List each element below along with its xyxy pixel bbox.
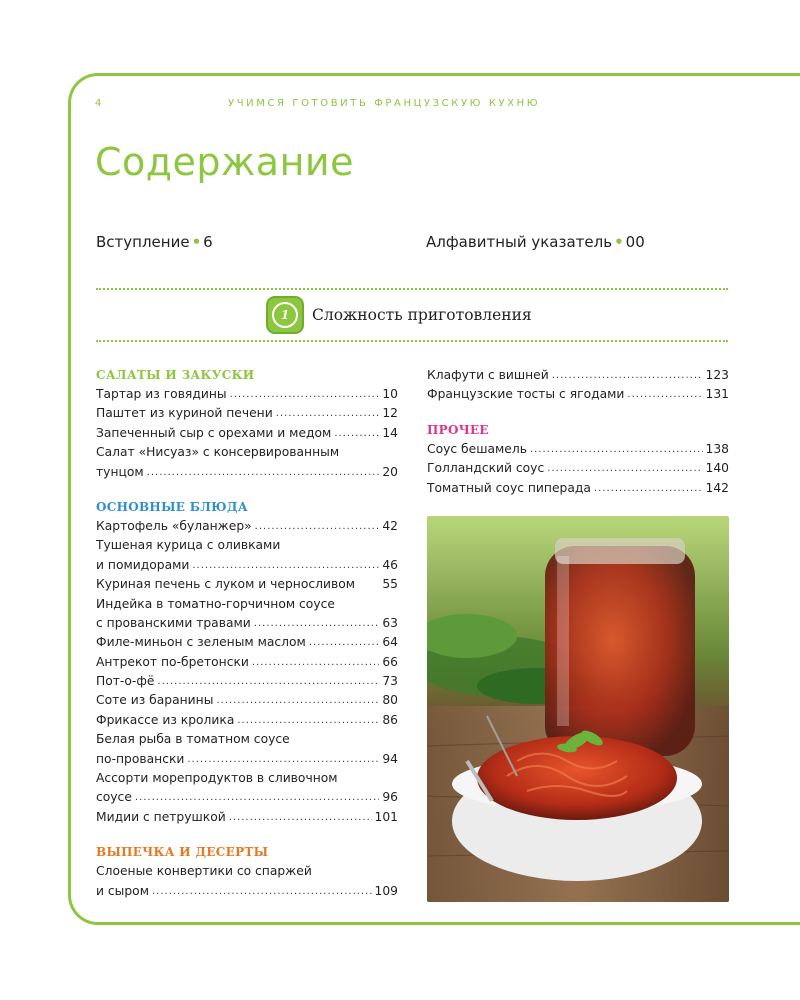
entry-page: 140 xyxy=(705,461,729,476)
toc-entry[interactable] xyxy=(96,556,398,575)
entry-name: Куриная печень с луком и черносливом xyxy=(96,577,356,592)
toc-entry[interactable] xyxy=(96,424,398,443)
bullet-icon: • xyxy=(614,233,624,251)
entry-page: 101 xyxy=(374,809,398,824)
entry-page: 46 xyxy=(382,557,398,572)
entry-name-line1: Ассорти морепродуктов в сливочном xyxy=(96,771,338,786)
toc-entry-intro[interactable] xyxy=(96,233,213,251)
intro-label: Вступление xyxy=(96,233,190,251)
entry-name: Паштет из куриной печени xyxy=(96,406,273,421)
entry-page: 12 xyxy=(382,406,398,421)
entry-page: 14 xyxy=(382,425,398,440)
toc-entry[interactable] xyxy=(427,459,729,478)
entry-page: 123 xyxy=(705,367,729,382)
toc-entry[interactable] xyxy=(427,385,729,404)
difficulty-label: Сложность приготовления xyxy=(312,306,532,324)
entry-name: тунцом xyxy=(96,464,144,479)
section-title-pastry: ВЫПЕЧКА И ДЕСЕРТЫ xyxy=(96,845,269,860)
entry-page: 94 xyxy=(382,751,398,766)
toc-entry[interactable] xyxy=(96,385,398,404)
toc-entry[interactable] xyxy=(96,672,398,691)
entry-name-line1: Салат «Нисуаз» с консервированным xyxy=(96,445,340,460)
toc-entry-index[interactable] xyxy=(426,233,645,251)
toc-entry[interactable] xyxy=(96,788,398,807)
entry-name: Пот-о-фё xyxy=(96,674,155,689)
index-page: 00 xyxy=(625,233,645,251)
difficulty-legend xyxy=(266,296,532,334)
entry-page: 86 xyxy=(382,712,398,727)
entry-page: 55 xyxy=(382,577,398,592)
toc-column-right xyxy=(427,366,729,498)
dotted-divider xyxy=(96,288,728,290)
entry-name: соусе xyxy=(96,790,132,805)
entry-name: Томатный соус пиперада xyxy=(427,480,591,495)
toc-entry[interactable] xyxy=(427,366,729,385)
toc-entry[interactable] xyxy=(96,633,398,652)
entry-page: 63 xyxy=(382,615,398,630)
page-number: 4 xyxy=(95,98,103,109)
entry-page: 109 xyxy=(374,883,398,898)
entry-page: 64 xyxy=(382,635,398,650)
intro-page: 6 xyxy=(203,233,213,251)
entry-page: 42 xyxy=(382,518,398,533)
entry-name: Мидии с петрушкой xyxy=(96,809,226,824)
toc-entry[interactable] xyxy=(96,808,398,827)
entry-name: Клафути с вишней xyxy=(427,367,549,382)
entry-name-line1: Белая рыба в томатном соусе xyxy=(96,732,290,747)
section-title-salads: САЛАТЫ И ЗАКУСКИ xyxy=(96,368,255,382)
entry-name: Фрикассе из кролика xyxy=(96,712,235,727)
section-title-main: ОСНОВНЫЕ БЛЮДА xyxy=(96,499,248,514)
entry-name-line1: Тушеная курица с оливками xyxy=(96,538,281,553)
bullet-icon: • xyxy=(191,233,202,251)
toc-entry[interactable] xyxy=(427,479,729,498)
index-label: Алфавитный указатель xyxy=(426,233,613,251)
entry-name: Соус бешамель xyxy=(427,441,527,456)
entry-page: 10 xyxy=(382,386,398,401)
entry-page: 131 xyxy=(705,387,729,402)
page-title: Содержание xyxy=(95,140,354,184)
toc-entry[interactable] xyxy=(96,463,398,482)
entry-page: 20 xyxy=(382,464,398,479)
entry-name: Антрекот по-бретонски xyxy=(96,654,249,669)
entry-name: Картофель «буланжер» xyxy=(96,518,252,533)
entry-name: с прованскими травами xyxy=(96,615,251,630)
toc-entry[interactable] xyxy=(96,404,398,423)
toc-entry[interactable] xyxy=(96,711,398,730)
entry-page: 80 xyxy=(382,693,398,708)
entry-name: Запеченный сыр с орехами и медом xyxy=(96,425,332,440)
entry-page: 73 xyxy=(382,674,398,689)
toc-entry[interactable] xyxy=(96,750,398,769)
entry-name-line1: Слоеные конвертики со спаржей xyxy=(96,864,312,879)
entry-page: 142 xyxy=(705,480,729,495)
difficulty-badge-icon xyxy=(266,296,304,334)
toc-column-left xyxy=(96,366,398,901)
toc-entry[interactable] xyxy=(96,653,398,672)
entry-page: 66 xyxy=(382,654,398,669)
section-title-other: ПРОЧЕЕ xyxy=(427,422,489,437)
entry-name: Тартар из говядины xyxy=(96,386,227,401)
entry-name: Голландский соус xyxy=(427,461,545,476)
entry-name-line1: Индейка в томатно-горчичном соусе xyxy=(96,596,335,611)
entry-name: Соте из баранины xyxy=(96,693,214,708)
toc-entry[interactable] xyxy=(96,614,398,633)
toc-entry[interactable] xyxy=(427,440,729,459)
entry-name: Французские тосты с ягодами xyxy=(427,387,625,402)
toc-entry[interactable] xyxy=(96,575,398,594)
toc-entry[interactable] xyxy=(96,882,398,901)
entry-name: по-провански xyxy=(96,751,185,766)
running-title: УЧИМСЯ ГОТОВИТЬ ФРАНЦУЗСКУЮ КУХНЮ xyxy=(228,98,541,109)
toc-entry[interactable] xyxy=(96,517,398,536)
difficulty-number: 1 xyxy=(280,308,290,322)
entry-name: Филе-миньон с зеленым маслом xyxy=(96,635,306,650)
toc-entry[interactable] xyxy=(96,691,398,710)
entry-page: 96 xyxy=(382,790,398,805)
food-photo-icon xyxy=(427,516,729,902)
entry-name: и сыром xyxy=(96,883,149,898)
dotted-divider xyxy=(96,340,728,342)
entry-page: 138 xyxy=(705,441,729,456)
entry-name: и помидорами xyxy=(96,557,190,572)
